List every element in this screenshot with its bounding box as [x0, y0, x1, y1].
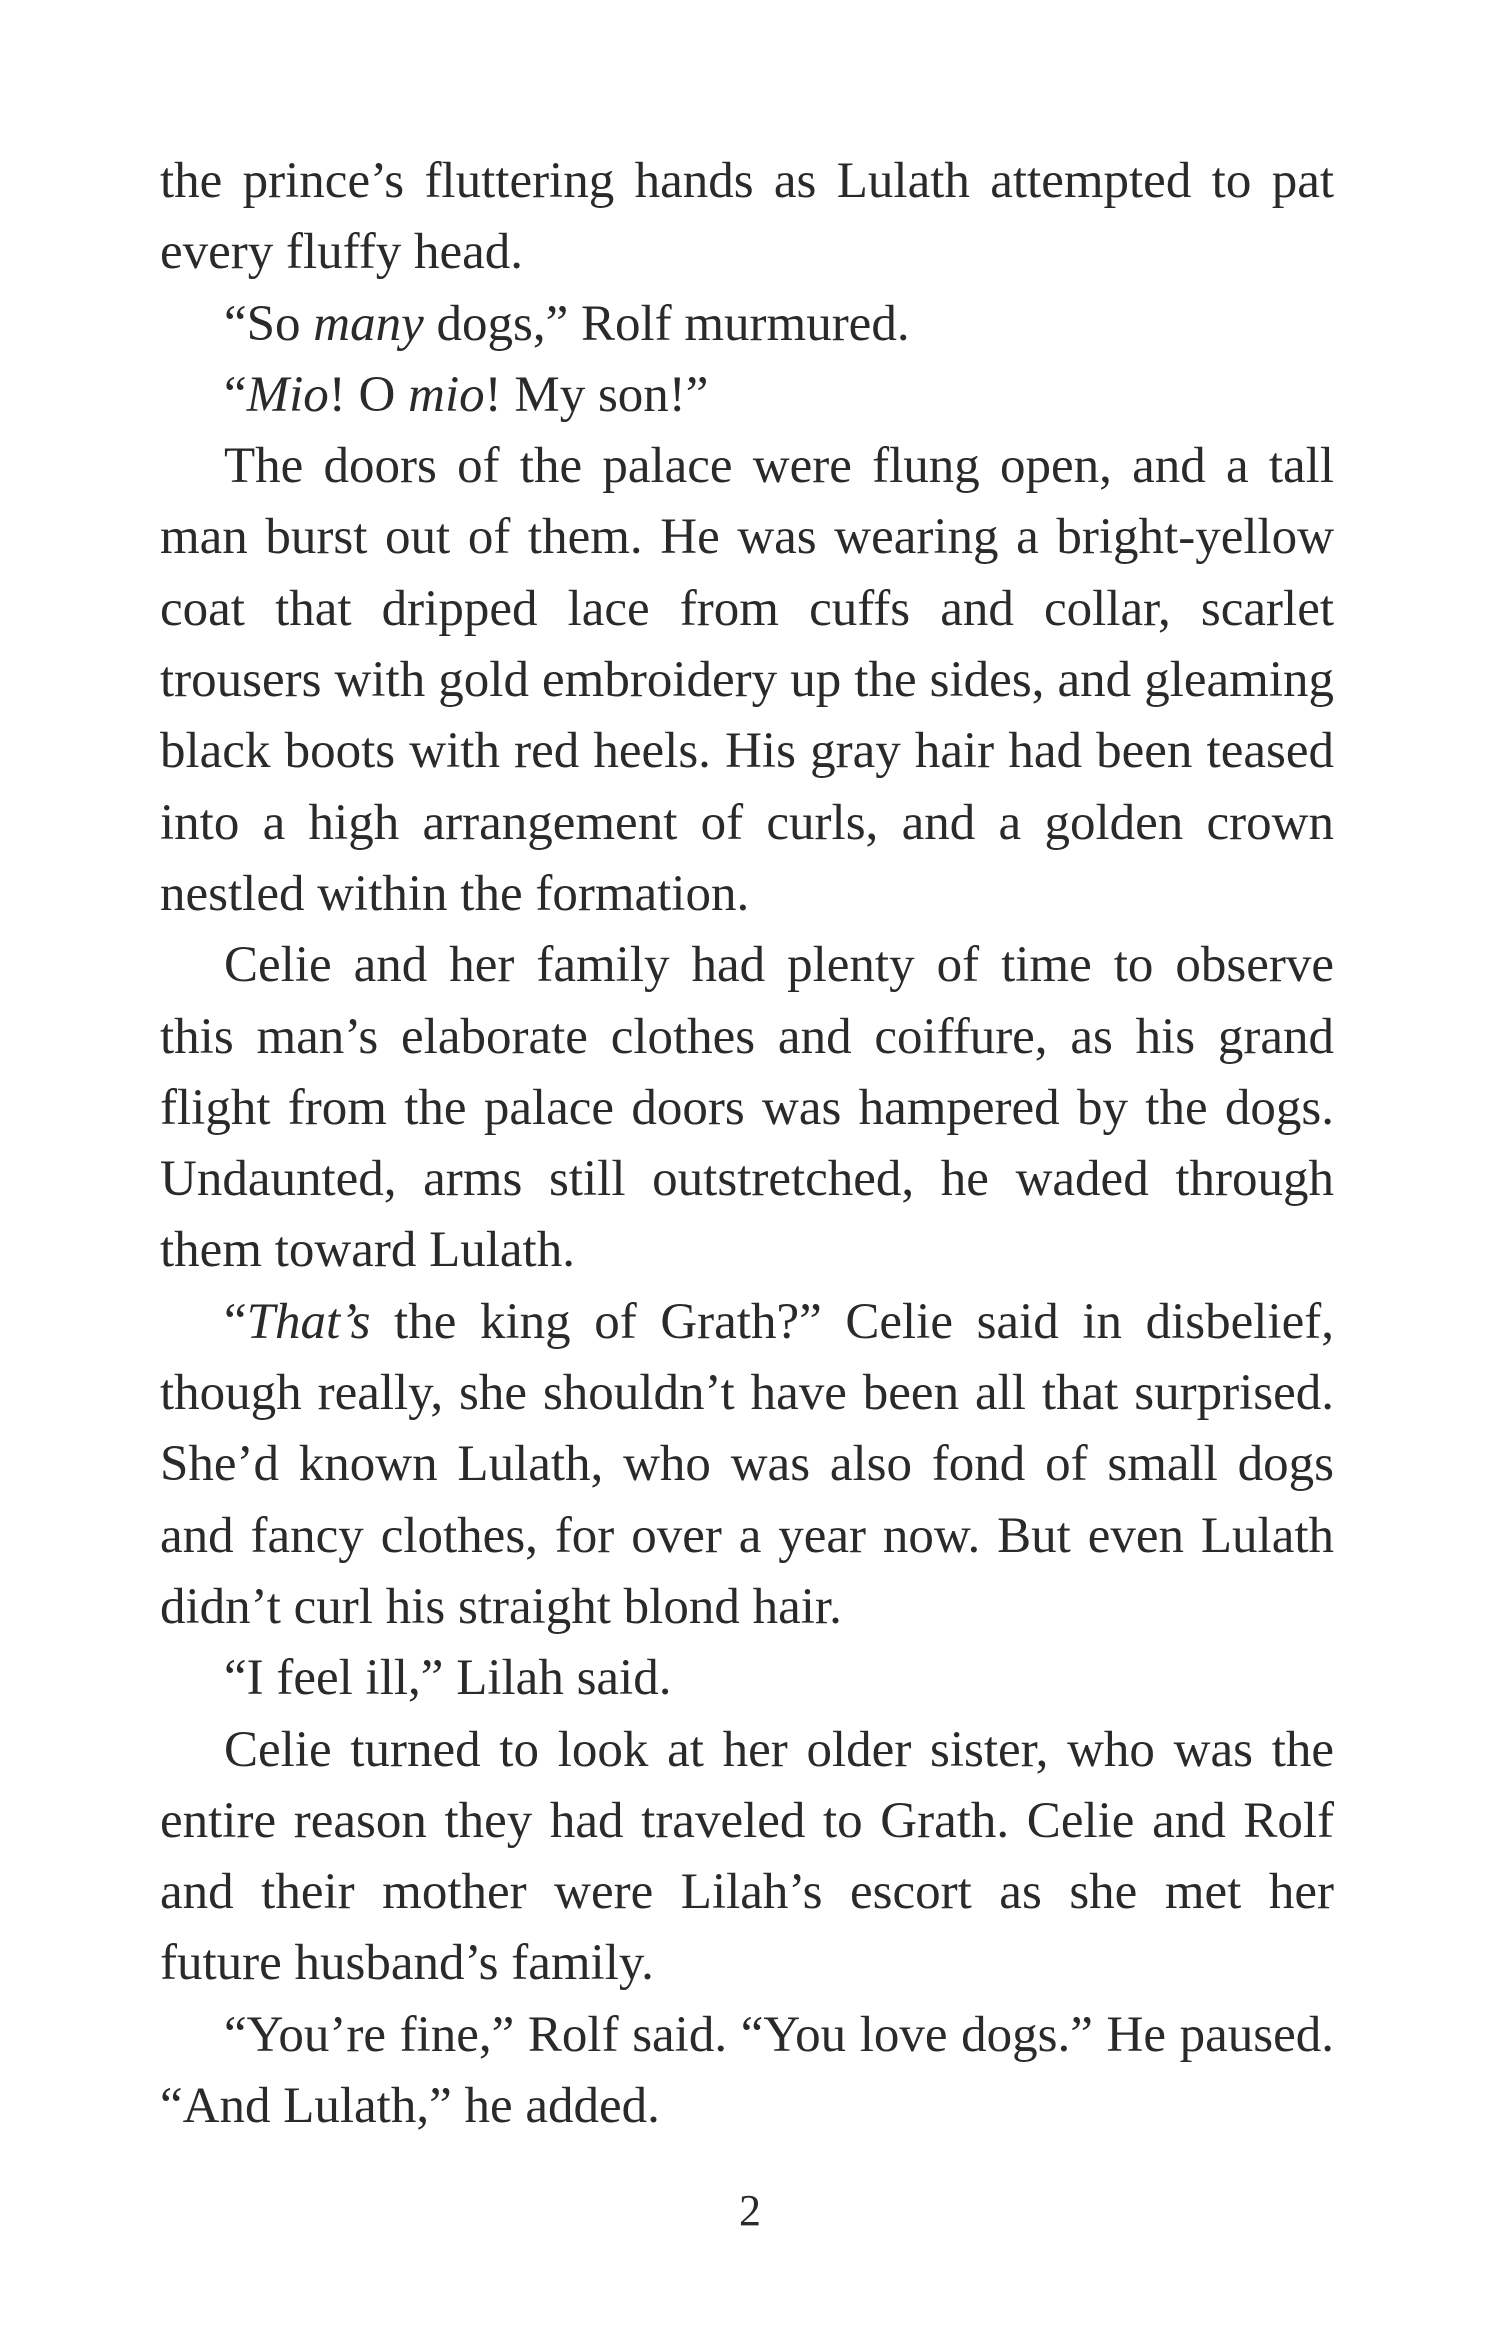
book-page-text [160, 146, 1334, 2142]
paragraph-3: “Mio! O mio! My son!” [224, 366, 709, 423]
paragraph-6: “That’s the king of Grath?” Celie said in disbelief, though really, she shouldn’t have been all that surprised. She’d known Lulath, who was also fond of small dogs and fancy clothes, for over a year now. But even Lulath didn’t curl his straight blond hair. [160, 1293, 1334, 1635]
paragraph-2: “So many dogs,” Rolf murmured. [224, 295, 910, 352]
paragraph-4: The doors of the palace were flung open, and a tall man burst out of them. He was wearing a bright-yellow coat that dripped lace from cuffs and collar, scarlet trousers with gold embroidery up the sides, and gleaming black boots with red heels. His gray hair had been teased into a high arrangement of curls, and a golden crown nestled within the formation. [160, 438, 1334, 922]
paragraph-1: the prince’s fluttering hands as Lulath attempted to pat every fluffy head. [160, 153, 1334, 281]
page-number: 2 [739, 2186, 761, 2235]
paragraph-9: “You’re fine,” Rolf said. “You love dogs.” He paused. “And Lulath,” he added. [160, 2006, 1334, 2135]
paragraph-5: Celie and her family had plenty of time to observe this man’s elaborate clothes and coiffure, as his grand flight from the palace doors was hampered by the dogs. Undaunted, arms still outstretched, he waded through them toward Lulath. [160, 937, 1334, 1279]
paragraph-7: “I feel ill,” Lilah said. [224, 1650, 672, 1707]
paragraph-8: Celie turned to look at her older sister, who was the entire reason they had traveled to Grath. Celie and Rolf and their mother were Lilah’s escort as she met her future husband’s family. [160, 1721, 1334, 1992]
